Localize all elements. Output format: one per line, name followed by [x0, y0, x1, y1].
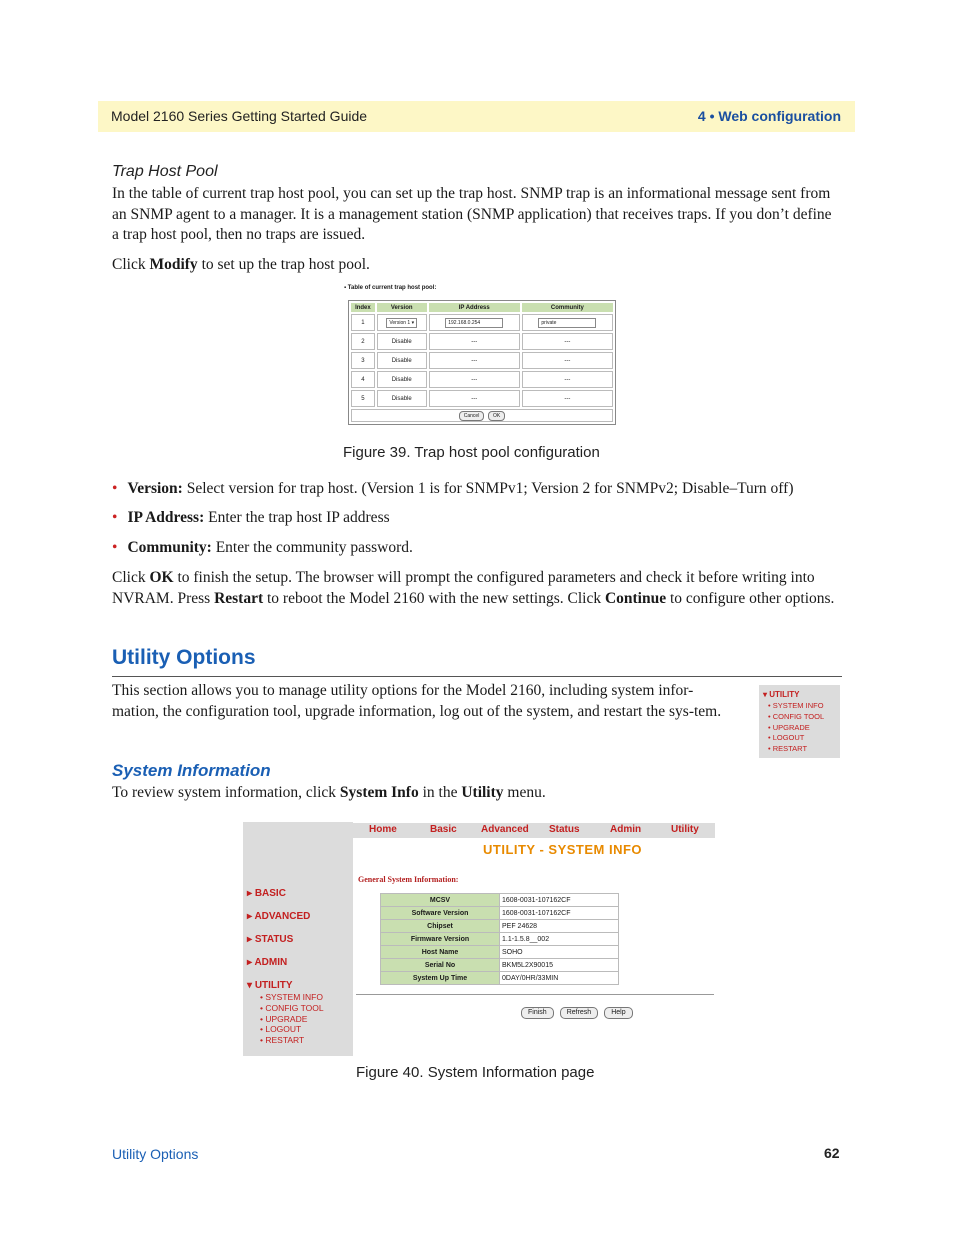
trap-intro-paragraph: In the table of current trap host pool, you can set up the trap host. SNMP trap is an informational message sent from an SNMP agent to a manager. It is a management station (SNMP application) that receives traps. If you don’t define a trap host pool, then no traps are issued.: [112, 185, 832, 243]
table-row: Host Name SOHO: [381, 946, 619, 959]
menu-item-restart: • RESTART: [768, 744, 808, 753]
chapter-title: 4 • Web configuration: [697, 108, 841, 124]
menu-item-upgrade: • UPGRADE: [768, 723, 810, 732]
modify-paragraph: Click Modify to set up the trap host pool.: [112, 256, 370, 273]
col-community: Community: [522, 303, 613, 312]
table-row: 5 Disable --- ---: [351, 390, 613, 407]
nav-utility[interactable]: ▾ UTILITY: [247, 980, 293, 991]
cancel-button[interactable]: Cancel: [459, 411, 485, 421]
table-row: System Up Time 0DAY/0HR/33MIN: [381, 972, 619, 985]
refresh-button[interactable]: Refresh: [560, 1007, 599, 1019]
running-header: [98, 101, 855, 132]
page-number: 62: [824, 1145, 840, 1161]
subnav-system-info[interactable]: • SYSTEM INFO: [260, 992, 323, 1002]
table-row: Chipset PEF 24628: [381, 920, 619, 933]
bullet-ip-address: • IP Address: Enter the trap host IP address: [112, 509, 390, 526]
col-index: Index: [351, 303, 375, 312]
utility-paragraph: This section allows you to manage utility options for the Model 2160, including system infor-mation, the configuration tool, upgrade information, log out of the system, and restart the sys-tem.: [112, 682, 722, 720]
subnav-logout[interactable]: • LOGOUT: [260, 1024, 302, 1034]
subnav-upgrade[interactable]: • UPGRADE: [260, 1014, 308, 1024]
trap-host-pool-heading: Trap Host Pool: [112, 163, 218, 180]
nav-advanced[interactable]: ▸ ADVANCED: [247, 911, 311, 922]
table-row: 2 Disable --- ---: [351, 333, 613, 350]
col-ip-address: IP Address: [429, 303, 520, 312]
version-select[interactable]: Version 1 ▾: [386, 318, 417, 328]
topnav-status[interactable]: Status: [549, 824, 580, 835]
help-button[interactable]: Help: [604, 1007, 632, 1019]
utility-menu-thumbnail: [759, 685, 840, 758]
subnav-config-tool[interactable]: • CONFIG TOOL: [260, 1003, 324, 1013]
utility-options-heading: Utility Options: [112, 646, 256, 669]
system-info-page-title: UTILITY - SYSTEM INFO: [483, 842, 643, 857]
figure-39-screenshot: [340, 285, 620, 422]
ok-paragraph: Click OK to finish the setup. The browser will prompt the configured parameters and check it before writing into NVRAM. Press Restart to reboot the Model 2160 with the new settings. Click Continue to configure other options.: [112, 569, 835, 607]
trap-table-title: ▪ Table of current trap host pool:: [344, 285, 437, 291]
figure-40-screenshot: [243, 822, 715, 1056]
menu-item-system-info: • SYSTEM INFO: [768, 701, 824, 710]
bullet-version: • Version: Select version for trap host. (Version 1 is for SNMPv1; Version 2 for SNMPv2; Disable–Turn off): [112, 480, 794, 497]
topnav-admin[interactable]: Admin: [610, 824, 642, 835]
menu-item-config-tool: • CONFIG TOOL: [768, 712, 825, 721]
table-row: Software Version 1608-0031-107162CF: [381, 907, 619, 920]
ok-button[interactable]: OK: [488, 411, 505, 421]
guide-title: Model 2160 Series Getting Started Guide: [111, 108, 368, 124]
topnav-home[interactable]: Home: [369, 824, 397, 835]
top-nav-bar: [353, 823, 715, 838]
table-row: Serial No BKM5L2X90015: [381, 959, 619, 972]
col-version: Version: [377, 303, 427, 312]
nav-admin[interactable]: ▸ ADMIN: [247, 957, 288, 968]
nav-status[interactable]: ▸ STATUS: [247, 934, 294, 945]
general-info-label: General System Information:: [358, 875, 459, 884]
table-row: MCSV 1608-0031-107162CF: [381, 894, 619, 907]
topnav-advanced[interactable]: Advanced: [481, 824, 529, 835]
community-input[interactable]: private: [538, 318, 596, 328]
divider: [356, 994, 714, 995]
action-buttons: [521, 1001, 639, 1019]
figure-40-caption: Figure 40. System Information page: [356, 1064, 595, 1081]
nav-basic[interactable]: ▸ BASIC: [247, 888, 286, 899]
finish-button[interactable]: Finish: [521, 1007, 554, 1019]
table-row: 3 Disable --- ---: [351, 352, 613, 369]
ip-address-input[interactable]: 192.168.0.254: [445, 318, 503, 328]
topnav-basic[interactable]: Basic: [430, 824, 457, 835]
subnav-restart[interactable]: • RESTART: [260, 1035, 305, 1045]
table-row: Firmware Version 1.1-1.5.8__002: [381, 933, 619, 946]
heading-rule: [112, 676, 842, 677]
trap-host-table: [348, 300, 616, 425]
sysinfo-paragraph: To review system information, click System Info in the Utility menu.: [112, 784, 546, 801]
bullet-community: • Community: Enter the community password.: [112, 539, 413, 556]
topnav-utility[interactable]: Utility: [671, 824, 699, 835]
footer-section-name: Utility Options: [112, 1146, 199, 1162]
system-information-heading: System Information: [112, 761, 271, 780]
system-info-table: [380, 893, 619, 985]
table-row: 4 Disable --- ---: [351, 371, 613, 388]
table-row: 1 Version 1 ▾ 192.168.0.254 private: [351, 314, 613, 331]
menu-item-logout: • LOGOUT: [768, 733, 805, 742]
utility-menu-title: ▾ UTILITY: [763, 690, 800, 699]
figure-39-caption: Figure 39. Trap host pool configuration: [343, 444, 600, 461]
